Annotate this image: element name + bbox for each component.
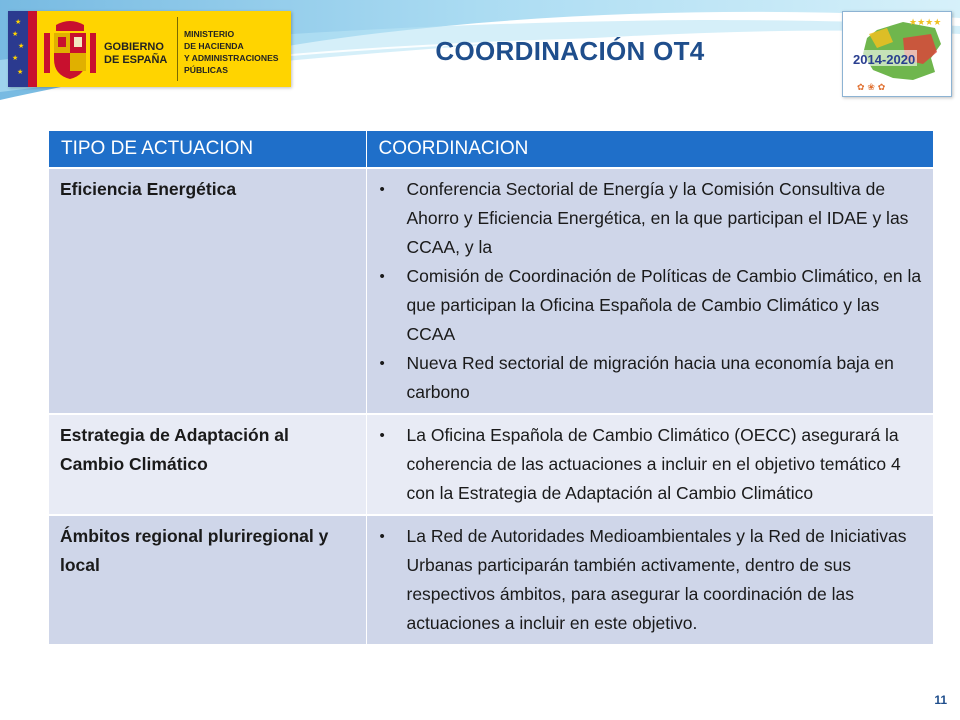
bullet-list — [377, 175, 924, 407]
ministry-line-2: DE HACIENDA — [184, 41, 244, 51]
logo-divider — [177, 17, 178, 81]
bullet-text: La Oficina Española de Cambio Climático (OECC) asegurará la coherencia de las actuaciones a incluir en el objetivo temático 4 con la Estrategia de Adaptación al Cambio Climático — [406, 425, 901, 503]
actuacion-cell: Ámbitos regional pluriregional y local — [49, 515, 366, 644]
table-row — [49, 515, 933, 644]
ministry-line-3: Y ADMINISTRACIONES — [184, 53, 279, 63]
table-row — [49, 168, 933, 414]
header-tipo-actuacion: TIPO DE ACTUACION — [49, 131, 366, 168]
spain-map-icon — [843, 12, 951, 96]
ministry-line-1: MINISTERIO — [184, 29, 235, 39]
coordinacion-cell — [366, 414, 933, 515]
government-line-1: GOBIERNO — [104, 41, 164, 53]
bullet-icon: • — [379, 268, 385, 285]
bullet-text: Comisión de Coordinación de Políticas de Cambio Climático, en la que participan la Oficina Española de Cambio Climático y las CCAA — [406, 266, 922, 344]
bullet-icon: • — [379, 181, 385, 198]
ministry-name — [184, 28, 279, 76]
bullet-icon: • — [379, 528, 385, 545]
coordination-table — [49, 131, 933, 644]
list-item — [377, 175, 924, 262]
page-number: 11 — [934, 693, 947, 707]
bullet-text: Nueva Red sectorial de migración hacia una economía baja en carbono — [406, 353, 894, 402]
actuacion-cell: Eficiencia Energética — [49, 168, 366, 414]
flag-stripe — [28, 11, 37, 87]
bullet-list — [377, 421, 924, 508]
list-item — [377, 421, 924, 508]
bullet-icon: • — [379, 355, 385, 372]
programming-period-badge — [842, 11, 952, 97]
list-item — [377, 262, 924, 349]
period-label: 2014-2020 — [853, 52, 916, 67]
bullet-list — [377, 522, 924, 638]
coordinacion-cell — [366, 168, 933, 414]
list-item — [377, 522, 924, 638]
table-row — [49, 414, 933, 515]
svg-text:✿ ❀ ✿: ✿ ❀ ✿ — [857, 83, 886, 93]
actuacion-cell: Estrategia de Adaptación al Cambio Climático — [49, 414, 366, 515]
ministry-line-4: PÚBLICAS — [184, 65, 228, 75]
list-item — [377, 349, 924, 407]
coordinacion-cell — [366, 515, 933, 644]
header-coordinacion: COORDINACION — [366, 131, 933, 168]
coat-of-arms-icon — [42, 19, 98, 81]
table-header-row — [49, 131, 933, 168]
bullet-icon: • — [379, 427, 385, 444]
svg-text:★★★★: ★★★★ — [909, 18, 942, 28]
government-logo — [8, 11, 291, 87]
eu-flag-icon: ★ ★ ★ ★ ★ — [8, 11, 28, 87]
bullet-text: Conferencia Sectorial de Energía y la Comisión Consultiva de Ahorro y Eficiencia Energética, en la que participan el IDAE y las CCAA, y la — [406, 179, 909, 257]
bullet-text: La Red de Autoridades Medioambientales y la Red de Iniciativas Urbanas participarán también activamente, dentro de sus respectivos ámbitos, para asegurar la coordinación de las actuaciones a incluir en este objetivo. — [406, 526, 907, 633]
government-name — [104, 41, 167, 67]
government-line-2: DE ESPAÑA — [104, 54, 168, 66]
page-title: COORDINACIÓN OT4 — [435, 36, 705, 66]
